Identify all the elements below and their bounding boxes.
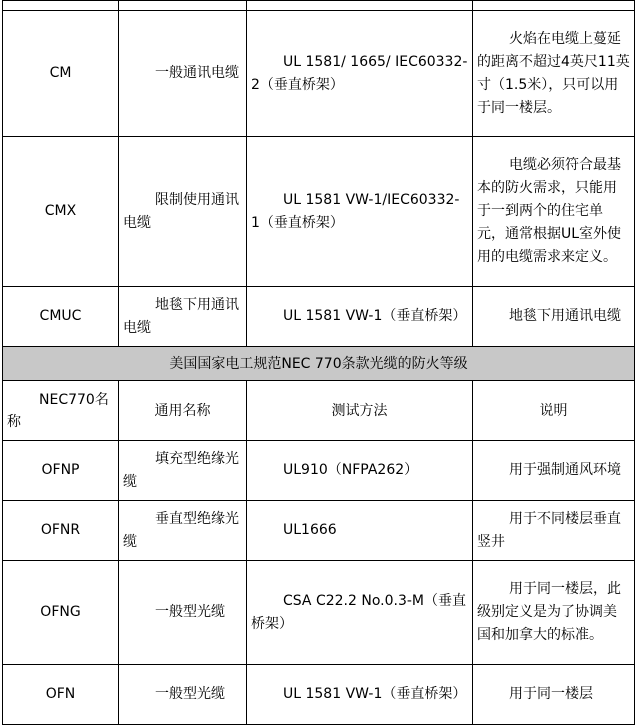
description-cell: 火焰在电缆上蔓延的距离不超过4英尺11英寸（1.5米），只可以用于同一楼层。	[473, 11, 635, 137]
cable-name-cell: CMUC	[3, 287, 119, 347]
cable-name-cell: OFN	[3, 665, 119, 725]
section-title: 美国国家电工规范NEC 770条款光缆的防火等级	[3, 347, 635, 381]
table-row	[3, 441, 635, 501]
header-desc: 说明	[473, 381, 635, 441]
general-name-cell: 一般型光缆	[119, 561, 247, 665]
general-name-cell: 限制使用通讯电缆	[119, 137, 247, 287]
test-method-cell: UL1666	[247, 501, 473, 561]
table-row	[3, 287, 635, 347]
clipped-cell	[473, 1, 635, 11]
test-method-cell: UL910（NFPA262）	[247, 441, 473, 501]
header-test: 测试方法	[247, 381, 473, 441]
table-row	[3, 137, 635, 287]
description-cell: 用于同一楼层，此级别定义是为了协调美国和加拿大的标准。	[473, 561, 635, 665]
description-cell: 用于不同楼层垂直竖井	[473, 501, 635, 561]
test-method-cell: UL 1581 VW-1（垂直桥架）	[247, 287, 473, 347]
cable-name-cell: CM	[3, 11, 119, 137]
general-name-cell: 垂直型绝缘光缆	[119, 501, 247, 561]
test-method-cell: UL 1581/ 1665/ IEC60332-2（垂直桥架）	[247, 11, 473, 137]
clipped-cell	[119, 1, 247, 11]
table-row	[3, 11, 635, 137]
clipped-cell	[3, 1, 119, 11]
description-cell: 电缆必须符合最基本的防火需求，只能用于一到两个的住宅单元，通常根据UL室外使用的电缆需求来定义。	[473, 137, 635, 287]
test-method-cell: UL 1581 VW-1/IEC60332-1（垂直桥架）	[247, 137, 473, 287]
header-general: 通用名称	[119, 381, 247, 441]
general-name-cell: 一般型光缆	[119, 665, 247, 725]
general-name-cell: 地毯下用通讯电缆	[119, 287, 247, 347]
description-cell: 用于同一楼层	[473, 665, 635, 725]
general-name-cell: 一般通讯电缆	[119, 11, 247, 137]
test-method-cell: UL 1581 VW-1（垂直桥架）	[247, 665, 473, 725]
description-cell: 地毯下用通讯电缆	[473, 287, 635, 347]
clipped-cell	[247, 1, 473, 11]
header-row	[3, 381, 635, 441]
cable-name-cell: OFNG	[3, 561, 119, 665]
section-title-row	[3, 347, 635, 381]
description-cell: 用于强制通风环境	[473, 441, 635, 501]
general-name-cell: 填充型绝缘光缆	[119, 441, 247, 501]
cable-name-cell: CMX	[3, 137, 119, 287]
table-row	[3, 665, 635, 725]
cable-name-cell: OFNP	[3, 441, 119, 501]
cable-name-cell: OFNR	[3, 501, 119, 561]
fire-rating-table	[2, 0, 635, 725]
test-method-cell: CSA C22.2 No.0.3-M（垂直桥架）	[247, 561, 473, 665]
table-row	[3, 561, 635, 665]
clipped-row	[3, 1, 635, 11]
table-row	[3, 501, 635, 561]
header-name: NEC770名称	[3, 381, 119, 441]
